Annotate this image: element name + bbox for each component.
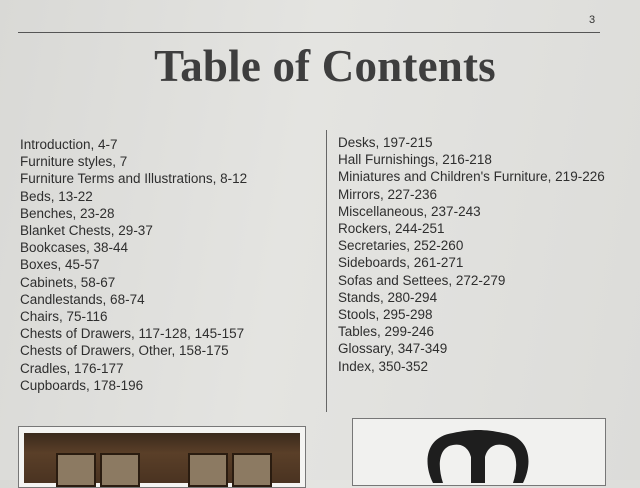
page-title: Table of Contents bbox=[154, 41, 496, 91]
glass-pane bbox=[188, 453, 228, 487]
toc-entry: Stands, 280-294 bbox=[338, 289, 438, 305]
toc-right-column bbox=[338, 134, 605, 375]
toc-entry: Chairs, 75-116 bbox=[20, 309, 108, 325]
toc-entry: Index, 350-352 bbox=[338, 358, 429, 374]
toc-entry: Glossary, 347-349 bbox=[338, 341, 448, 357]
cabinet-photo bbox=[18, 426, 306, 488]
toc-entry: Candlestands, 68-74 bbox=[20, 291, 145, 307]
toc-entry: Miscellaneous, 237-243 bbox=[338, 203, 481, 219]
toc-entry: Benches, 23-28 bbox=[20, 205, 115, 221]
toc-entry: Blanket Chests, 29-37 bbox=[20, 223, 153, 239]
toc-entry: Miniatures and Children's Furniture, 219-226 bbox=[338, 169, 605, 185]
toc-entry: Chests of Drawers, 117-128, 145-157 bbox=[20, 326, 245, 342]
top-rule bbox=[18, 32, 600, 33]
toc-entry: Boxes, 45-57 bbox=[20, 257, 100, 273]
toc-entry: Sofas and Settees, 272-279 bbox=[338, 272, 506, 288]
chair-back-image bbox=[413, 423, 543, 485]
cabinet-image bbox=[24, 433, 300, 483]
glass-pane bbox=[56, 453, 96, 487]
toc-entry: Bookcases, 38-44 bbox=[20, 240, 129, 256]
toc-entry: Secretaries, 252-260 bbox=[338, 238, 464, 254]
toc-entry: Chests of Drawers, Other, 158-175 bbox=[20, 343, 229, 359]
toc-entry: Introduction, 4-7 bbox=[20, 137, 118, 152]
toc-left-column bbox=[20, 136, 247, 394]
toc-entry: Beds, 13-22 bbox=[20, 188, 93, 204]
toc-entry: Rockers, 244-251 bbox=[338, 221, 445, 237]
toc-entry: Mirrors, 227-236 bbox=[338, 186, 438, 202]
toc-entry: Furniture Terms and Illustrations, 8-12 bbox=[20, 171, 248, 187]
glass-pane bbox=[232, 453, 272, 487]
toc-entry: Cupboards, 178-196 bbox=[20, 377, 144, 393]
toc-entry: Desks, 197-215 bbox=[338, 135, 433, 150]
toc-entry: Cradles, 176-177 bbox=[20, 360, 124, 376]
toc-entry: Hall Furnishings, 216-218 bbox=[338, 152, 492, 168]
toc-entry: Stools, 295-298 bbox=[338, 307, 433, 323]
toc-entry: Sideboards, 261-271 bbox=[338, 255, 464, 271]
page-number: 3 bbox=[589, 14, 596, 26]
toc-entry: Furniture styles, 7 bbox=[20, 154, 128, 170]
toc-entry: Cabinets, 58-67 bbox=[20, 274, 116, 290]
chair-photo bbox=[352, 418, 606, 486]
column-divider bbox=[326, 130, 327, 412]
glass-pane bbox=[100, 453, 140, 487]
toc-entry: Tables, 299-246 bbox=[338, 324, 435, 340]
